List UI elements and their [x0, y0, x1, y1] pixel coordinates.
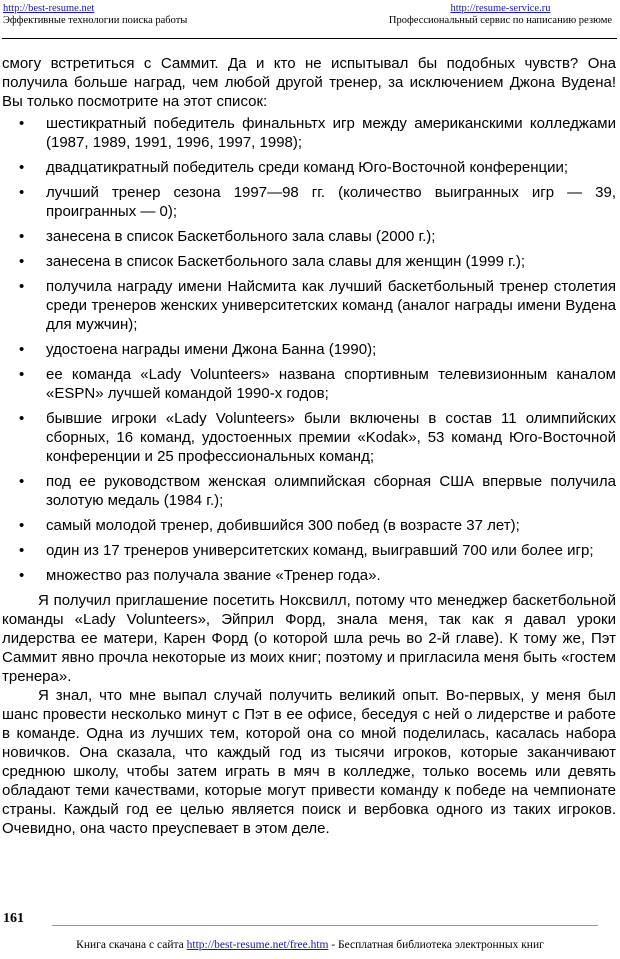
list-item — [2, 566, 616, 585]
bullet-icon: • — [19, 341, 25, 358]
header-left-text: Эффективные технологии поиска работы — [3, 15, 188, 26]
list-item-text: шестикратный победитель финальньтх игр между американскими колледжами (1987, 1989, 1991, 1996, 1997, 1998); — [46, 115, 616, 151]
body-paragraph-1: Я получил приглашение посетить Ноксвилл, потому что менеджер баскетбольной команды «Lady Volunteers», Эйприл Форд, знала меня, так как я давал уроки лидерства ее матери, Карен Форд (о которой шла речь во 2-й главе). К тому же, Пэт Саммит явно прочла некоторые из моих книг; поэтому и пригласила меня быть «гостем тренера». — [2, 592, 616, 685]
list-item-text: лучший тренер сезона 1997—98 гг. (количество выигранных игр — 39, проигранных — 0); — [46, 184, 616, 220]
bullet-icon: • — [19, 410, 25, 427]
bullet-icon: • — [19, 159, 25, 176]
list-item — [2, 158, 616, 177]
list-item — [2, 472, 616, 510]
list-item — [2, 227, 616, 246]
bullet-icon: • — [19, 473, 25, 490]
bullet-icon: • — [19, 228, 25, 245]
list-item — [2, 252, 616, 271]
bullet-icon: • — [19, 366, 25, 383]
list-item — [2, 277, 616, 334]
list-item — [2, 541, 616, 560]
list-item-text: бывшие игроки «Lady Volunteers» были включены в состав 11 олимпийских сборных, 16 команд, удостоенных премии «Kodak», 53 команд Юго-Восточной конференции и 25 профессиональных команд; — [46, 410, 616, 465]
list-item-text: один из 17 тренеров университетских команд, выигравший 700 или более игр; — [46, 542, 594, 559]
header-left-link[interactable]: http://best-resume.net — [3, 3, 95, 14]
list-item-text: множество раз получала звание «Тренер года». — [46, 567, 381, 584]
page-body — [2, 54, 616, 838]
list-item — [2, 114, 616, 152]
bullet-icon: • — [19, 278, 25, 295]
list-item — [2, 365, 616, 403]
footer-link[interactable]: http://best-resume.net/free.htm — [186, 939, 329, 951]
bullet-icon: • — [19, 517, 25, 534]
list-item-text: занесена в список Баскетбольного зала славы (2000 г.); — [46, 228, 436, 245]
list-item — [2, 409, 616, 466]
list-item-text: ее команда «Lady Volunteers» названа спортивным телевизионным каналом «ESPN» лучшей командой 1990-х годов; — [46, 366, 616, 402]
footer-divider — [52, 925, 598, 926]
awards-list — [2, 114, 616, 585]
list-item-text: двадцатикратный победитель среди команд Юго-Восточной конференции; — [46, 159, 569, 176]
bullet-icon: • — [19, 567, 25, 584]
list-item-text: под ее руководством женская олимпийская сборная США впервые получила золотую медаль (1984 г.); — [46, 473, 616, 509]
header-divider — [2, 38, 617, 39]
page-header — [0, 0, 620, 36]
footer-prefix: Книга скачана с сайта — [76, 939, 184, 951]
list-item — [2, 183, 616, 221]
intro-paragraph: смогу встретиться с Саммит. Да и кто не испытывал бы подобных чувств? Она получила больше наград, чем любой другой тренер, за исключением Джона Вудена! Вы только посмотрите на этот список: — [2, 55, 616, 110]
header-right-link[interactable]: http://resume-service.ru — [450, 3, 551, 14]
footer-suffix: - Бесплатная библиотека электронных книг — [331, 939, 544, 951]
header-left — [3, 3, 187, 27]
list-item-text: самый молодой тренер, добившийся 300 побед (в возрасте 37 лет); — [46, 517, 520, 534]
list-item-text: удостоена награды имени Джона Банна (1990); — [46, 341, 377, 358]
bullet-icon: • — [19, 542, 25, 559]
header-right — [389, 3, 612, 27]
bullet-icon: • — [19, 253, 25, 270]
list-item-text: занесена в список Баскетбольного зала славы для женщин (1999 г.); — [46, 253, 526, 270]
page-footer — [0, 938, 620, 952]
bullet-icon: • — [19, 184, 25, 201]
page-number: 161 — [3, 911, 24, 926]
header-right-text: Профессиональный сервис по написанию резюме — [388, 15, 612, 26]
list-item — [2, 516, 616, 535]
body-paragraph-2: Я знал, что мне выпал случай получить великий опыт. Во-первых, у меня был шанс провести несколько минут с Пэт в ее офисе, беседуя с ней о лидерстве и работе в команде. Одна из лучших тем, которой она со мной поделилась, касалась набора новичков. Она сказала, что каждый год из тысячи игроков, которые заканчивают среднюю школу, чтобы затем играть в мяч в колледже, только восемь или девять обладают теми качествами, которые могут привести команду к победе на чемпионате страны. Каждый год ее целью является поиск и вербовка одного из таких игроков. Очевидно, она часто преуспевает в этом деле. — [2, 687, 616, 837]
list-item — [2, 340, 616, 359]
bullet-icon: • — [19, 115, 25, 132]
list-item-text: получила награду имени Найсмита как лучший баскетбольный тренер столетия среди тренеров женских университетских команд (аналог награды имени Вудена для мужчин); — [46, 278, 616, 333]
